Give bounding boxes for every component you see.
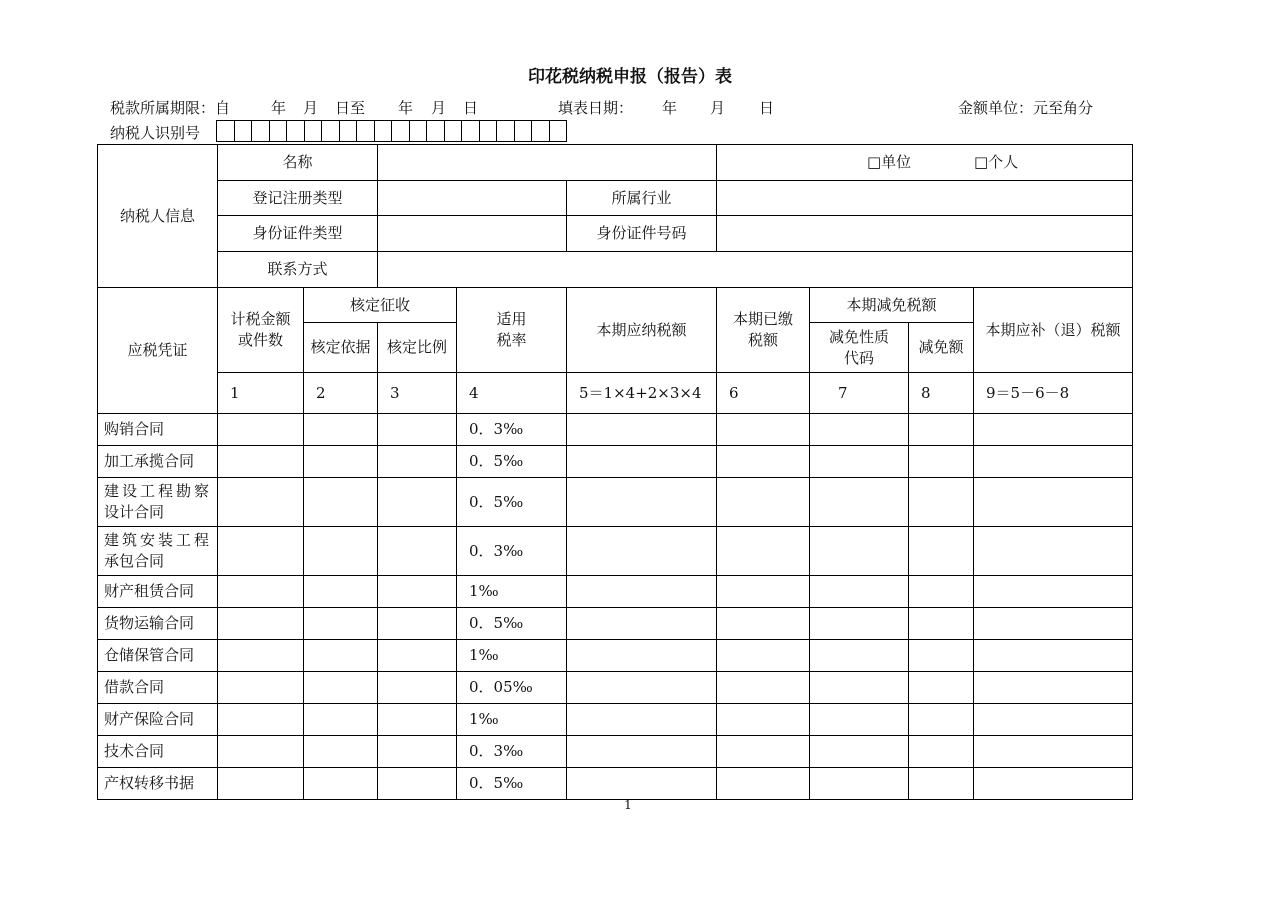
ratio-cell[interactable] [378, 768, 457, 800]
voucher-header: 应税凭证 [98, 288, 218, 414]
table-row [98, 446, 1133, 478]
tin-box[interactable] [409, 120, 428, 142]
payable-cell[interactable] [567, 478, 717, 527]
basis-cell[interactable] [304, 527, 378, 576]
ratio-cell[interactable] [378, 414, 457, 446]
tin-box[interactable] [339, 120, 358, 142]
payable-cell[interactable] [567, 736, 717, 768]
reduce-amount-cell[interactable] [909, 576, 974, 608]
id-type-label: 身份证件类型 [218, 216, 378, 252]
voucher-name: 仓储保管合同 [98, 640, 218, 672]
reduce-amount-cell[interactable] [909, 478, 974, 527]
rate-cell: 1‰ [457, 576, 567, 608]
voucher-name: 产权转移书据 [98, 768, 218, 800]
taxpayer-info-section: 纳税人信息 [98, 145, 218, 288]
tin-box[interactable] [251, 120, 270, 142]
period-day-2: 日 [463, 99, 479, 117]
paid-cell[interactable] [717, 414, 810, 446]
basis-cell[interactable] [304, 414, 378, 446]
industry-field[interactable] [717, 181, 1133, 216]
fill-date-label: 填表日期： [558, 99, 634, 117]
reduce-code-cell[interactable] [810, 608, 909, 640]
industry-label: 所属行业 [567, 181, 717, 216]
voucher-name: 购销合同 [98, 414, 218, 446]
reduce-header: 本期减免税额 [810, 288, 974, 323]
amount-cell[interactable] [218, 672, 304, 704]
period-month-2: 月 [431, 99, 447, 117]
voucher-name: 技术合同 [98, 736, 218, 768]
reduce-code-line2: 代码 [843, 348, 874, 367]
voucher-name-line1: 建设工程勘察 [104, 482, 213, 500]
refund-cell[interactable] [974, 736, 1133, 768]
refund-cell[interactable] [974, 478, 1133, 527]
reduce-amount-cell[interactable] [909, 608, 974, 640]
amount-header-line1: 计税金额 [230, 310, 291, 328]
rate-cell: 1‰ [457, 640, 567, 672]
voucher-name [98, 478, 218, 527]
refund-header: 本期应补（退）税额 [974, 288, 1133, 373]
refund-cell[interactable] [974, 704, 1133, 736]
tin-box[interactable] [514, 120, 533, 142]
col-number-2: 2 [304, 373, 378, 414]
rate-cell: 0．5‰ [457, 478, 567, 527]
tin-box[interactable] [549, 120, 568, 142]
table-row [98, 704, 1133, 736]
basis-cell[interactable] [304, 608, 378, 640]
payable-header: 本期应纳税额 [567, 288, 717, 373]
table-row [98, 527, 1133, 576]
tin-box[interactable] [269, 120, 288, 142]
tin-box[interactable] [479, 120, 498, 142]
ratio-cell[interactable] [378, 608, 457, 640]
basis-cell[interactable] [304, 768, 378, 800]
fill-day: 日 [759, 99, 775, 117]
table-row [98, 768, 1133, 800]
reduce-amount-cell[interactable] [909, 446, 974, 478]
fill-year: 年 [662, 99, 678, 117]
voucher-name-line2: 承包合同 [104, 552, 165, 570]
basis-cell[interactable] [304, 672, 378, 704]
amount-cell[interactable] [218, 527, 304, 576]
reduce-amount-cell[interactable] [909, 736, 974, 768]
rate-cell: 0．5‰ [457, 446, 567, 478]
tin-box[interactable] [444, 120, 463, 142]
payable-cell[interactable] [567, 704, 717, 736]
reg-type-label: 登记注册类型 [218, 181, 378, 216]
amount-unit: 金额单位：元至角分 [958, 99, 1094, 117]
period-year-1: 年 [271, 99, 287, 117]
tin-box[interactable] [496, 120, 515, 142]
col-number-8: 8 [909, 373, 974, 414]
payable-cell[interactable] [567, 608, 717, 640]
payable-cell[interactable] [567, 446, 717, 478]
amount-cell[interactable] [218, 414, 304, 446]
tin-boxes[interactable] [216, 120, 566, 142]
col-number-5: 5＝1×4+2×3×4 [567, 373, 717, 414]
refund-cell[interactable] [974, 608, 1133, 640]
table-row [98, 608, 1133, 640]
ratio-cell[interactable] [378, 478, 457, 527]
reduce-code-cell[interactable] [810, 527, 909, 576]
tin-box[interactable] [426, 120, 445, 142]
tin-box[interactable] [286, 120, 305, 142]
person-checkbox[interactable]: □个人 [973, 153, 1019, 171]
payable-cell[interactable] [567, 414, 717, 446]
form-title: 印花税纳税申报（报告）表 [528, 67, 732, 87]
paid-cell[interactable] [717, 736, 810, 768]
amount-cell[interactable] [218, 446, 304, 478]
id-number-field[interactable] [717, 216, 1133, 252]
name-field[interactable] [378, 145, 717, 181]
basis-cell[interactable] [304, 446, 378, 478]
basis-cell[interactable] [304, 736, 378, 768]
reduce-amount-cell[interactable] [909, 640, 974, 672]
reduce-code-cell[interactable] [810, 478, 909, 527]
fill-month: 月 [710, 99, 726, 117]
amount-cell[interactable] [218, 576, 304, 608]
page-number: 1 [624, 798, 632, 812]
basis-cell[interactable] [304, 704, 378, 736]
payable-cell[interactable] [567, 672, 717, 704]
amount-header-line2: 或件数 [237, 331, 283, 349]
rate-header-line2: 税率 [496, 331, 527, 349]
table-row [98, 414, 1133, 446]
refund-cell[interactable] [974, 527, 1133, 576]
rate-header [457, 288, 567, 373]
table-row [98, 736, 1133, 768]
amount-cell[interactable] [218, 704, 304, 736]
period-month-1: 月 [303, 99, 319, 117]
tin-box[interactable] [531, 120, 550, 142]
payable-cell[interactable] [567, 527, 717, 576]
refund-cell[interactable] [974, 414, 1133, 446]
voucher-name: 借款合同 [98, 672, 218, 704]
rate-header-line1: 适用 [496, 310, 527, 328]
period-day-to: 日至 [335, 99, 366, 117]
unit-checkbox[interactable]: □单位 [867, 153, 912, 171]
refund-cell[interactable] [974, 576, 1133, 608]
table-row [98, 478, 1133, 527]
reduce-code-header [810, 323, 909, 373]
basis-cell[interactable] [304, 576, 378, 608]
table-row [98, 640, 1133, 672]
ratio-cell[interactable] [378, 576, 457, 608]
paid-cell[interactable] [717, 704, 810, 736]
tin-box[interactable] [321, 120, 340, 142]
voucher-name: 财产租赁合同 [98, 576, 218, 608]
refund-cell[interactable] [974, 768, 1133, 800]
contact-field[interactable] [378, 252, 1133, 288]
voucher-name-line2: 设计合同 [104, 503, 165, 521]
amount-cell[interactable] [218, 478, 304, 527]
paid-cell[interactable] [717, 478, 810, 527]
assess-header: 核定征收 [304, 288, 457, 323]
ratio-cell[interactable] [378, 446, 457, 478]
col-number-3: 3 [378, 373, 457, 414]
paid-cell[interactable] [717, 446, 810, 478]
period-year-2: 年 [398, 99, 414, 117]
basis-header: 核定依据 [304, 323, 378, 373]
paid-cell[interactable] [717, 768, 810, 800]
reduce-code-cell[interactable] [810, 672, 909, 704]
col-number-9: 9＝5－6－8 [974, 373, 1133, 414]
ratio-header: 核定比例 [378, 323, 457, 373]
reduce-code-cell[interactable] [810, 768, 909, 800]
taxpayer-type-cell [717, 145, 1133, 181]
reduce-code-cell[interactable] [810, 704, 909, 736]
amount-header [218, 288, 304, 373]
rate-cell: 0．5‰ [457, 768, 567, 800]
payable-cell[interactable] [567, 576, 717, 608]
payable-cell[interactable] [567, 640, 717, 672]
table-row [98, 672, 1133, 704]
voucher-name: 财产保险合同 [98, 704, 218, 736]
reduce-code-cell[interactable] [810, 576, 909, 608]
id-type-field[interactable] [378, 216, 567, 252]
refund-cell[interactable] [974, 640, 1133, 672]
paid-header-line2: 税额 [747, 331, 778, 349]
amount-cell[interactable] [218, 736, 304, 768]
tin-box[interactable] [356, 120, 375, 142]
basis-cell[interactable] [304, 640, 378, 672]
paid-cell[interactable] [717, 527, 810, 576]
ratio-cell[interactable] [378, 704, 457, 736]
paid-cell[interactable] [717, 640, 810, 672]
rate-cell: 0．3‰ [457, 414, 567, 446]
reduce-code-cell[interactable] [810, 640, 909, 672]
ratio-cell[interactable] [378, 527, 457, 576]
amount-cell[interactable] [218, 768, 304, 800]
tin-label: 纳税人识别号 [110, 124, 201, 142]
reduce-amount-cell[interactable] [909, 414, 974, 446]
reduce-code-line1: 减免性质 [828, 327, 889, 346]
paid-header [717, 288, 810, 373]
reduce-code-cell[interactable] [810, 736, 909, 768]
voucher-name-line1: 建筑安装工程 [104, 531, 213, 549]
name-label: 名称 [218, 145, 378, 181]
contact-label: 联系方式 [218, 252, 378, 288]
declaration-table [97, 144, 1133, 800]
amount-cell[interactable] [218, 608, 304, 640]
period-label: 税款所属期限：自 [110, 99, 231, 117]
tin-box[interactable] [461, 120, 480, 142]
reduce-amount-cell[interactable] [909, 527, 974, 576]
ratio-cell[interactable] [378, 640, 457, 672]
voucher-name [98, 527, 218, 576]
reduce-code-cell[interactable] [810, 414, 909, 446]
reg-type-field[interactable] [378, 181, 567, 216]
reduce-amount-cell[interactable] [909, 704, 974, 736]
reduce-code-cell[interactable] [810, 446, 909, 478]
amount-cell[interactable] [218, 640, 304, 672]
paid-header-line1: 本期已缴 [732, 310, 793, 328]
paid-cell[interactable] [717, 608, 810, 640]
rate-cell: 0．3‰ [457, 736, 567, 768]
paid-cell[interactable] [717, 672, 810, 704]
tin-box[interactable] [304, 120, 323, 142]
refund-cell[interactable] [974, 672, 1133, 704]
paid-cell[interactable] [717, 576, 810, 608]
tin-box[interactable] [216, 120, 235, 142]
basis-cell[interactable] [304, 478, 378, 527]
rate-cell: 0．05‰ [457, 672, 567, 704]
reduce-amount-cell[interactable] [909, 768, 974, 800]
refund-cell[interactable] [974, 446, 1133, 478]
rate-cell: 0．3‰ [457, 527, 567, 576]
voucher-name: 货物运输合同 [98, 608, 218, 640]
ratio-cell[interactable] [378, 672, 457, 704]
id-number-label: 身份证件号码 [567, 216, 717, 252]
rate-cell: 1‰ [457, 704, 567, 736]
col-number-1: 1 [218, 373, 304, 414]
tin-box[interactable] [391, 120, 410, 142]
ratio-cell[interactable] [378, 736, 457, 768]
rate-cell: 0．5‰ [457, 608, 567, 640]
col-number-4: 4 [457, 373, 567, 414]
col-number-6: 6 [717, 373, 810, 414]
voucher-name: 加工承揽合同 [98, 446, 218, 478]
tin-box[interactable] [234, 120, 253, 142]
table-row [98, 576, 1133, 608]
col-number-7: 7 [810, 373, 909, 414]
reduce-amount-cell[interactable] [909, 672, 974, 704]
payable-cell[interactable] [567, 768, 717, 800]
reduce-amount-header: 减免额 [909, 323, 974, 373]
tin-box[interactable] [374, 120, 393, 142]
